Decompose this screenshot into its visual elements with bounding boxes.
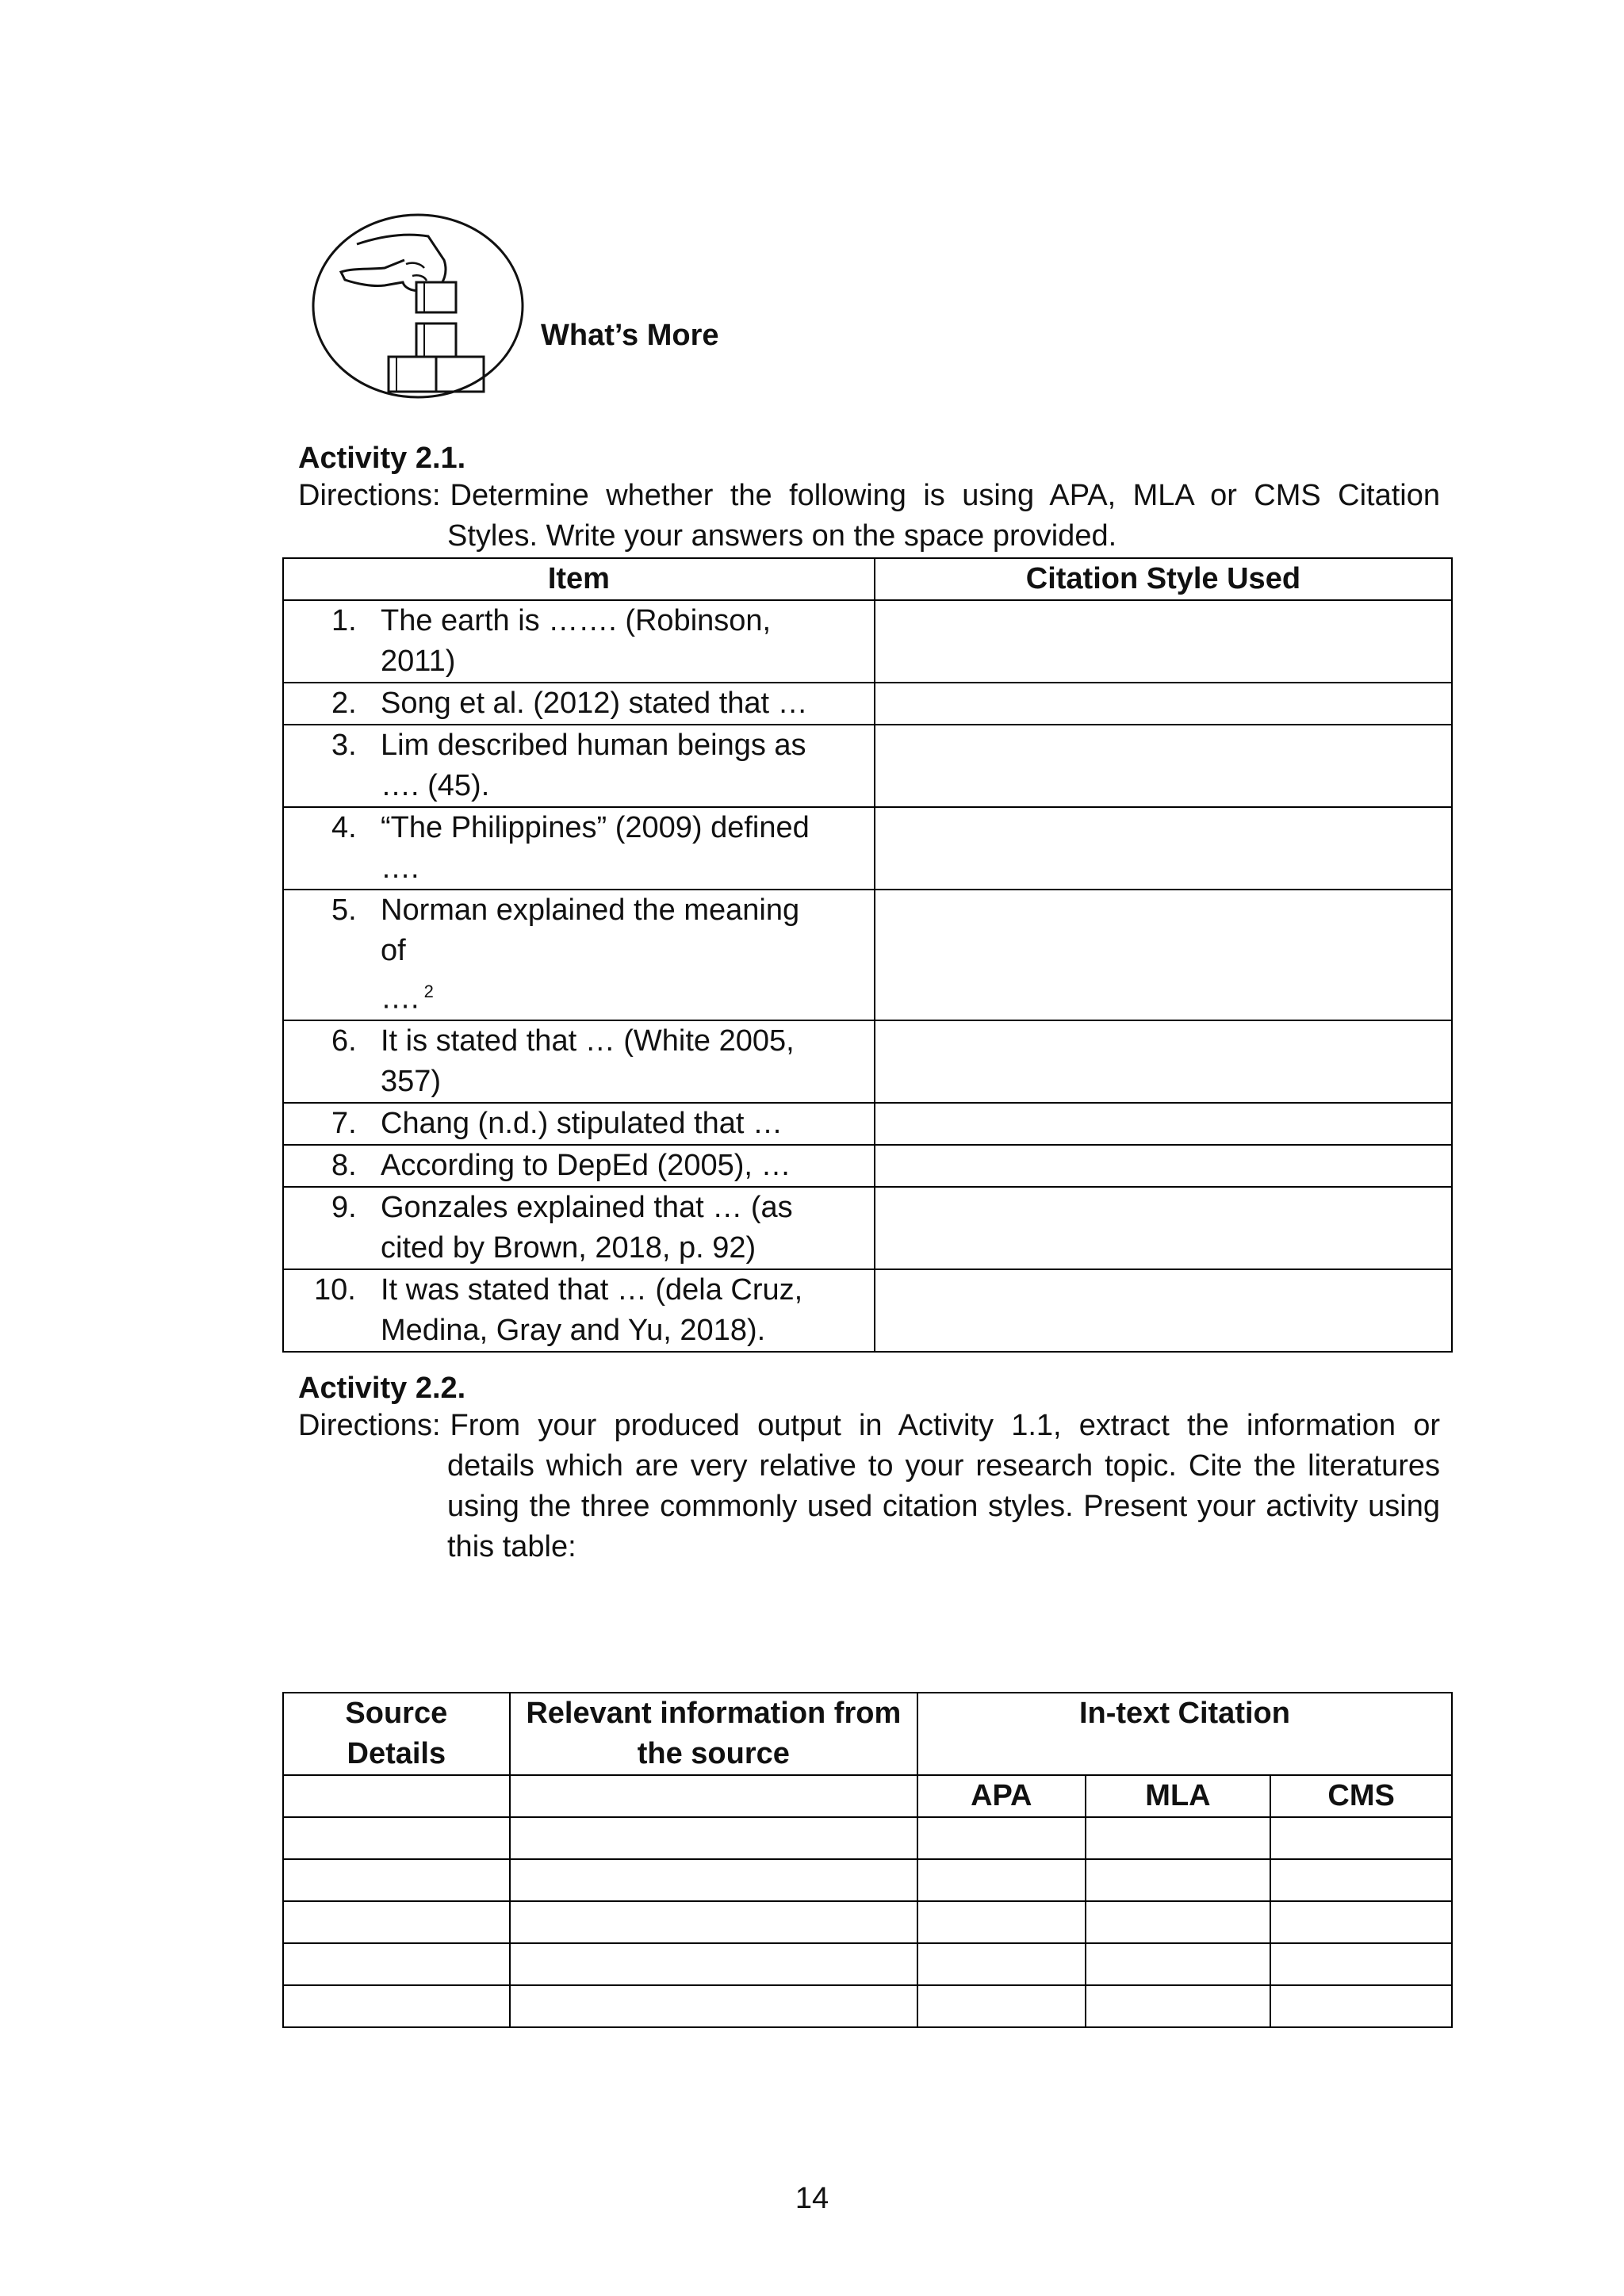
header-apa: APA xyxy=(917,1775,1086,1817)
item-number: 8. xyxy=(331,1148,357,1182)
hand-stacking-blocks-icon xyxy=(309,212,527,403)
table-row xyxy=(283,683,1452,725)
empty-cell[interactable] xyxy=(917,1901,1086,1943)
answer-cell[interactable] xyxy=(875,1020,1452,1103)
answer-cell[interactable] xyxy=(875,890,1452,1020)
footnote-marker: 2 xyxy=(423,982,434,1001)
item-text-line xyxy=(381,848,825,889)
item-text-line xyxy=(381,1228,825,1269)
empty-cell[interactable] xyxy=(917,1817,1086,1859)
table-row xyxy=(283,600,1452,683)
empty-cell[interactable] xyxy=(1086,1817,1271,1859)
item-text: Lim described human beings as xyxy=(381,729,806,762)
item-text: Gonzales explained that … (as xyxy=(381,1190,793,1224)
directions-line4: this table: xyxy=(447,1530,576,1563)
item-text: 2011) xyxy=(381,645,456,678)
item-number: 3. xyxy=(331,729,357,762)
empty-cell[interactable] xyxy=(1086,1943,1271,1985)
empty-cell[interactable] xyxy=(510,1859,917,1901)
item-text-line xyxy=(381,601,825,641)
table-row xyxy=(283,1943,1452,1985)
directions-line1: From your produced output in Activity 1.1, extract the information or xyxy=(450,1409,1440,1442)
empty-cell[interactable] xyxy=(917,1985,1086,2027)
header-item: Item xyxy=(283,558,875,600)
empty-cell[interactable] xyxy=(1086,1901,1271,1943)
item-text-line xyxy=(381,1311,825,1351)
empty-cell[interactable] xyxy=(917,1859,1086,1901)
table-row xyxy=(283,1187,1452,1269)
item-number: 7. xyxy=(331,1106,357,1140)
item-cell xyxy=(283,683,875,725)
item-text: cited by Brown, 2018, p. 92) xyxy=(381,1230,756,1265)
item-text: According to DepEd (2005), … xyxy=(381,1148,791,1182)
answer-cell[interactable] xyxy=(875,725,1452,807)
activity-2-directions xyxy=(298,1406,1440,1567)
item-number: 5. xyxy=(331,894,357,927)
empty-cell[interactable] xyxy=(510,1985,917,2027)
item-text-line xyxy=(381,1104,825,1144)
header-source-line1: Source xyxy=(345,1697,448,1730)
table-row xyxy=(283,1985,1452,2027)
directions-line1: Determine whether the following is using APA, MLA or CMS Citation xyxy=(450,479,1440,512)
item-number: 9. xyxy=(331,1190,357,1224)
answer-cell[interactable] xyxy=(875,1269,1452,1352)
header-mla: MLA xyxy=(1086,1775,1271,1817)
item-text: Medina, Gray and Yu, 2018). xyxy=(381,1313,766,1347)
header-relevant-info xyxy=(510,1693,917,1775)
directions-line3: using the three commonly used citation styles. Present your activity using xyxy=(447,1490,1440,1523)
table-row xyxy=(283,1145,1452,1187)
item-text: Chang (n.d.) stipulated that … xyxy=(381,1106,783,1140)
empty-cell[interactable] xyxy=(1086,1985,1271,2027)
empty-cell[interactable] xyxy=(1270,1985,1452,2027)
item-cell xyxy=(283,1187,875,1269)
empty-cell[interactable] xyxy=(510,1817,917,1859)
empty-cell[interactable] xyxy=(1270,1943,1452,1985)
item-text: Song et al. (2012) stated that … xyxy=(381,687,808,720)
item-cell xyxy=(283,1145,875,1187)
activity-1-directions xyxy=(298,476,1440,557)
empty-cell[interactable] xyxy=(283,1817,510,1859)
header-source-line2: Details xyxy=(347,1737,446,1770)
item-cell xyxy=(283,725,875,807)
empty-cell[interactable] xyxy=(510,1775,917,1817)
header-relevant-line1: Relevant information from xyxy=(526,1697,902,1730)
empty-cell[interactable] xyxy=(917,1943,1086,1985)
activity-1-title: Activity 2.1. xyxy=(298,442,466,475)
item-text-line xyxy=(381,1270,825,1311)
item-cell xyxy=(283,1269,875,1352)
table-row xyxy=(283,1901,1452,1943)
directions-label: Directions: xyxy=(298,1409,441,1442)
item-text-line xyxy=(381,641,825,682)
item-text: …. (45). xyxy=(381,769,490,802)
empty-cell[interactable] xyxy=(283,1775,510,1817)
table-row xyxy=(283,1020,1452,1103)
item-number: 6. xyxy=(331,1024,357,1058)
item-cell xyxy=(283,1103,875,1145)
empty-cell[interactable] xyxy=(283,1985,510,2027)
directions-line2: details which are very relative to your research topic. Cite the literatures xyxy=(447,1449,1440,1483)
table-row xyxy=(283,807,1452,890)
empty-cell[interactable] xyxy=(283,1859,510,1901)
table-row xyxy=(283,1817,1452,1859)
item-text-line xyxy=(381,1062,825,1102)
item-text-line xyxy=(381,808,825,848)
item-cell xyxy=(283,600,875,683)
item-number: 10. xyxy=(314,1272,356,1307)
empty-cell[interactable] xyxy=(1270,1859,1452,1901)
item-text-line xyxy=(381,971,825,1020)
header-citation-style: Citation Style Used xyxy=(875,558,1452,600)
table-row xyxy=(283,1859,1452,1901)
header-source-details xyxy=(283,1693,510,1775)
table-row xyxy=(283,725,1452,807)
answer-cell[interactable] xyxy=(875,600,1452,683)
item-text: It was stated that … (dela Cruz, xyxy=(381,1272,803,1307)
item-text: …. xyxy=(381,982,419,1016)
item-cell xyxy=(283,807,875,890)
item-number: 4. xyxy=(331,811,357,844)
answer-cell[interactable] xyxy=(875,1103,1452,1145)
answer-cell[interactable] xyxy=(875,1145,1452,1187)
item-text: “The Philippines” (2009) defined xyxy=(381,811,810,844)
item-text-line xyxy=(381,725,825,766)
item-cell xyxy=(283,1020,875,1103)
header-cms: CMS xyxy=(1270,1775,1452,1817)
item-number: 1. xyxy=(331,604,357,637)
item-text: Norman explained the meaning of xyxy=(381,894,800,967)
item-text-line xyxy=(381,683,825,724)
directions-line2: Styles. Write your answers on the space provided. xyxy=(447,519,1117,553)
empty-cell[interactable] xyxy=(283,1943,510,1985)
item-text: 357) xyxy=(381,1064,442,1098)
table-row xyxy=(283,1103,1452,1145)
empty-cell[interactable] xyxy=(1270,1817,1452,1859)
item-text-line xyxy=(381,890,825,971)
answer-cell[interactable] xyxy=(875,1187,1452,1269)
item-text: It is stated that … (White 2005, xyxy=(381,1024,795,1058)
directions-label: Directions: xyxy=(298,479,441,512)
empty-cell[interactable] xyxy=(1086,1859,1271,1901)
page-number: 14 xyxy=(795,2182,829,2215)
item-text-line xyxy=(381,1146,825,1186)
item-text-line xyxy=(381,1188,825,1228)
item-text: …. xyxy=(381,851,419,885)
activity-2-title: Activity 2.2. xyxy=(298,1372,466,1405)
empty-cell[interactable] xyxy=(510,1943,917,1985)
empty-cell[interactable] xyxy=(283,1901,510,1943)
table-row xyxy=(283,890,1452,1020)
item-text-line xyxy=(381,766,825,806)
item-text: The earth is ……. (Robinson, xyxy=(381,604,772,637)
section-title: What’s More xyxy=(541,319,719,352)
header-in-text-citation: In-text Citation xyxy=(917,1693,1452,1775)
citation-style-table xyxy=(282,557,1453,1353)
empty-cell[interactable] xyxy=(1270,1901,1452,1943)
answer-cell[interactable] xyxy=(875,807,1452,890)
answer-cell[interactable] xyxy=(875,683,1452,725)
item-number: 2. xyxy=(331,687,357,720)
header-relevant-line2: the source xyxy=(637,1737,790,1770)
table-row xyxy=(283,1269,1452,1352)
empty-cell[interactable] xyxy=(510,1901,917,1943)
item-cell xyxy=(283,890,875,1020)
item-text-line xyxy=(381,1021,825,1062)
citation-activity-table xyxy=(282,1692,1453,2028)
